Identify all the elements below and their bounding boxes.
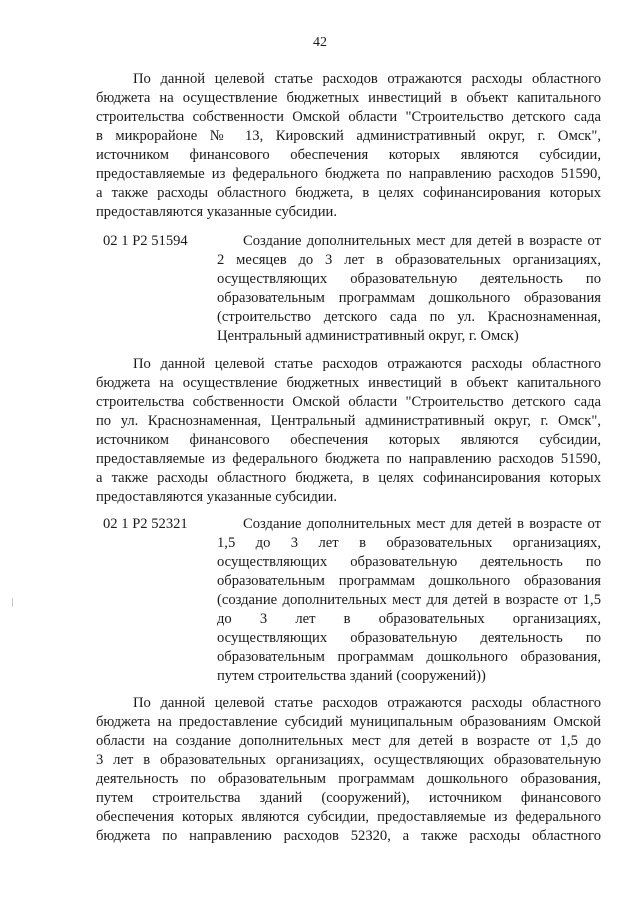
- text-line: По данной целевой статье расходов отражаются расходы областного: [133, 356, 601, 372]
- description-line: 1,5 до 3 лет в образовательных организациях,: [217, 535, 601, 551]
- budget-code: 02 1 P2 51594: [103, 233, 188, 249]
- description-line: 2 месяцев до 3 лет в образовательных организациях,: [217, 252, 601, 268]
- text-line: обеспечения которых являются субсидии, предоставляемые из федерального: [96, 809, 601, 825]
- text-line: предоставляются указанные субсидии.: [96, 204, 338, 220]
- text-line: бюджета по направлению расходов 52320, а также расходы областного: [96, 828, 601, 844]
- text-line: предоставляемые из федерального бюджета по направлению расходов 51590,: [96, 166, 601, 182]
- text-line: По данной целевой статье расходов отражаются расходы областного: [133, 695, 601, 711]
- text-line: 3 лет в образовательных организациях, осуществляющих образовательную: [96, 752, 601, 768]
- text-line: в микрорайоне № 13, Кировский административный округ, г. Омск",: [96, 128, 601, 144]
- text-line: По данной целевой статье расходов отражаются расходы областного: [133, 71, 601, 87]
- text-line: строительства собственности Омской области "Строительство детского сада: [96, 394, 601, 410]
- text-line: области на создание дополнительных мест для детей в возрасте от 1,5 до: [96, 733, 601, 749]
- text-line: бюджета на осуществление бюджетных инвестиций в объект капитального: [96, 90, 601, 106]
- description-line: Центральный административный округ, г. Омск): [217, 328, 519, 344]
- text-line: по ул. Краснознаменная, Центральный административный округ, г. Омск",: [96, 413, 601, 429]
- budget-code: 02 1 P2 52321: [103, 516, 188, 532]
- description-line: Создание дополнительных мест для детей в возрасте от: [243, 233, 601, 249]
- description-line: осуществляющих образовательную деятельность по: [217, 630, 601, 646]
- text-line: источником финансового обеспечения которых являются субсидии,: [96, 432, 601, 448]
- description-line: (создание дополнительных мест для детей в возрасте от 1,5: [217, 592, 601, 608]
- description-line: путем строительства зданий (сооружений)): [217, 668, 486, 684]
- scan-margin-mark: [12, 598, 13, 607]
- description-line: образовательным программам дошкольного образования: [217, 290, 601, 306]
- description-line: (строительство детского сада по ул. Краснознаменная,: [217, 309, 601, 325]
- text-line: предоставляемые из федерального бюджета по направлению расходов 51590,: [96, 451, 601, 467]
- description-line: образовательным программам дошкольного образования,: [217, 649, 601, 665]
- text-line: бюджета на предоставление субсидий муниципальным образованиям Омской: [96, 714, 601, 730]
- text-line: путем строительства зданий (сооружений), источником финансового: [96, 790, 601, 806]
- description-line: осуществляющих образовательную деятельность по: [217, 271, 601, 287]
- text-line: источником финансового обеспечения которых являются субсидии,: [96, 147, 601, 163]
- description-line: до 3 лет в образовательных организациях,: [217, 611, 601, 627]
- text-line: деятельность по образовательным программам дошкольного образования,: [96, 771, 601, 787]
- text-line: строительства собственности Омской области "Строительство детского сада: [96, 109, 601, 125]
- description-line: осуществляющих образовательную деятельность по: [217, 554, 601, 570]
- text-line: бюджета на осуществление бюджетных инвестиций в объект капитального: [96, 375, 601, 391]
- description-line: Создание дополнительных мест для детей в возрасте от: [243, 516, 601, 532]
- page-number: 42: [313, 35, 327, 50]
- description-line: образовательным программам дошкольного образования: [217, 573, 601, 589]
- text-line: а также расходы областного бюджета, в целях софинансирования которых: [96, 470, 601, 486]
- text-line: а также расходы областного бюджета, в целях софинансирования которых: [96, 185, 601, 201]
- text-line: предоставляются указанные субсидии.: [96, 489, 338, 505]
